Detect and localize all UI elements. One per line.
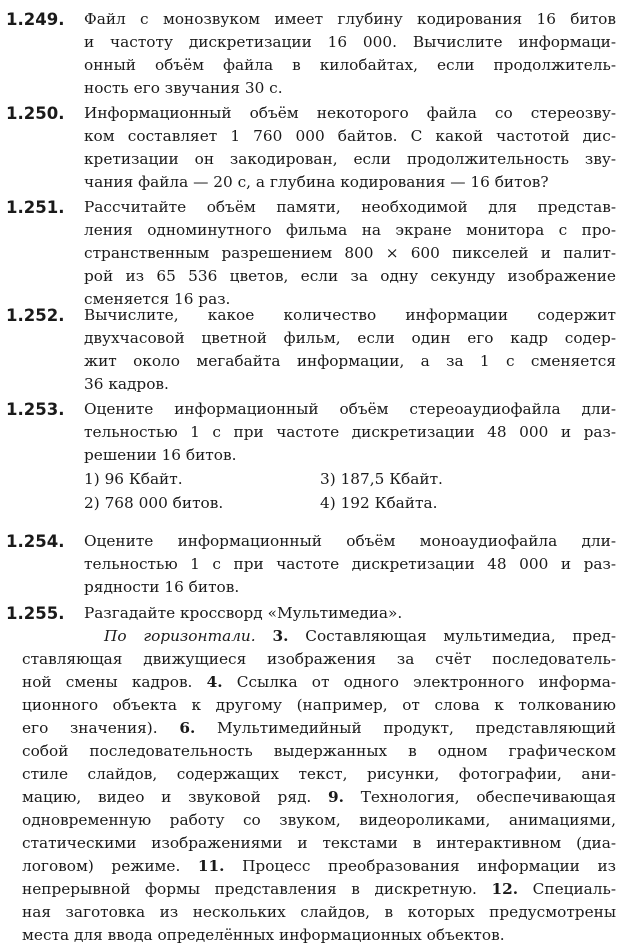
clue-text: статическими изображениями и текстами в интерактивном (диа- — [22, 834, 616, 852]
problem-line: и частоту дискретизации 16 000. Вычислите информаци- — [84, 33, 616, 51]
problem-line: странственным разрешением 800 × 600 пикселей и палит- — [84, 244, 616, 262]
crossword-line — [22, 694, 616, 717]
crossword-line — [22, 786, 616, 809]
problem-number: 1.249. — [6, 10, 65, 29]
problem-line: онный объём файла в килобайтах, если продолжитель- — [84, 56, 616, 74]
clue-text: мацию, видео и звуковой ряд. — [22, 788, 328, 806]
problem-line: тельностью 1 с при частоте дискретизации 48 000 и раз- — [84, 555, 616, 573]
answer-option-4: 4) 192 Кбайта. — [320, 494, 438, 512]
crossword-line — [22, 648, 616, 671]
problem-line: 36 кадров. — [84, 375, 169, 393]
crossword-line — [22, 878, 616, 901]
problem-number: 1.250. — [6, 104, 65, 123]
clue-text: ная заготовка из нескольких слайдов, в которых предусмотрены — [22, 903, 616, 921]
crossword-line — [22, 832, 616, 855]
problem-line: рой из 65 536 цветов, если за одну секунду изображение — [84, 267, 616, 285]
problem-number: 1.255. — [6, 604, 65, 623]
problem-line: ления одноминутного фильма на экране монитора с про- — [84, 221, 616, 239]
crossword-line — [22, 901, 616, 924]
clue-text: места для ввода определённых информационных объектов. — [22, 926, 505, 944]
clue-text: логовом) режиме. — [22, 857, 198, 875]
problem-number: 1.251. — [6, 198, 65, 217]
clue-text: Мультимедийный продукт, представляющий — [195, 719, 616, 737]
problem-line: Вычислите, какое количество информации содержит — [84, 306, 616, 324]
problem-line: Рассчитайте объём памяти, необходимой для представ- — [84, 198, 616, 216]
crossword-line — [22, 809, 616, 832]
crossword-line — [22, 855, 616, 878]
clue-text: одновременную работу со звуком, видеороликами, анимациями, — [22, 811, 616, 829]
crossword-line — [22, 740, 616, 763]
clue-number: 4. — [206, 673, 223, 691]
clue-number: 9. — [327, 788, 344, 806]
problem-number: 1.253. — [6, 400, 65, 419]
problem-line: Оцените информационный объём стереоаудиофайла дли- — [84, 400, 616, 418]
crossword-line — [22, 671, 616, 694]
clue-text: ционного объекта к другому (например, от слова к толкованию — [22, 696, 616, 714]
clue-text: его значения). — [22, 719, 180, 737]
problem-line: ком составляет 1 760 000 байтов. С какой частотой дис- — [84, 127, 616, 145]
answer-option-1: 1) 96 Кбайт. — [84, 470, 183, 488]
clue-text: ставляющая движущиеся изображения за счёт последователь- — [22, 650, 616, 668]
clue-number: 11. — [197, 857, 225, 875]
problem-line: чания файла — 20 с, а глубина кодирования — 16 битов? — [84, 173, 549, 191]
clue-number: 6. — [179, 719, 196, 737]
crossword-across-line — [104, 625, 616, 648]
answer-option-3: 3) 187,5 Кбайт. — [320, 470, 443, 488]
clue-text: Специаль- — [518, 880, 616, 898]
problem-line: Разгадайте кроссворд «Мультимедиа». — [84, 604, 403, 622]
problem-number: 1.254. — [6, 532, 65, 551]
problem-line: решении 16 битов. — [84, 446, 237, 464]
clue-text: собой последовательность выдержанных в одном графическом — [22, 742, 616, 760]
clue-number: 3. — [272, 627, 289, 645]
problem-line: рядности 16 битов. — [84, 578, 240, 596]
crossword-line — [22, 763, 616, 786]
problem-line: Файл с монозвуком имеет глубину кодирования 16 битов — [84, 10, 616, 28]
problem-line: двухчасовой цветной фильм, если один его кадр содер- — [84, 329, 616, 347]
across-heading: По горизонтали. — [104, 627, 256, 645]
crossword-line — [22, 717, 616, 740]
problem-line: Информационный объём некоторого файла со стереозву- — [84, 104, 616, 122]
problem-number: 1.252. — [6, 306, 65, 325]
problem-line: кретизации он закодирован, если продолжительность зву- — [84, 150, 616, 168]
clue-number: 12. — [491, 880, 519, 898]
crossword-line — [22, 924, 616, 947]
problem-line: сменяется 16 раз. — [84, 290, 231, 308]
problem-line: жит около мегабайта информации, а за 1 с сменяется — [84, 352, 616, 370]
problem-line: ность его звучания 30 с. — [84, 79, 283, 97]
clue-text: Процесс преобразования информации из — [224, 857, 616, 875]
clue-text: Технология, обеспечивающая — [343, 788, 616, 806]
clue-text: стиле слайдов, содержащих текст, рисунки, фотографии, ани- — [22, 765, 616, 783]
problem-line: тельностью 1 с при частоте дискретизации 48 000 и раз- — [84, 423, 616, 441]
clue-text: Составляющая мультимедиа, пред- — [288, 627, 616, 645]
problem-line: Оцените информационный объём моноаудиофайла дли- — [84, 532, 616, 550]
answer-option-2: 2) 768 000 битов. — [84, 494, 224, 512]
clue-text: Ссылка от одного электронного информа- — [222, 673, 616, 691]
clue-text: непрерывной формы представления в дискретную. — [22, 880, 492, 898]
clue-text: ной смены кадров. — [22, 673, 207, 691]
